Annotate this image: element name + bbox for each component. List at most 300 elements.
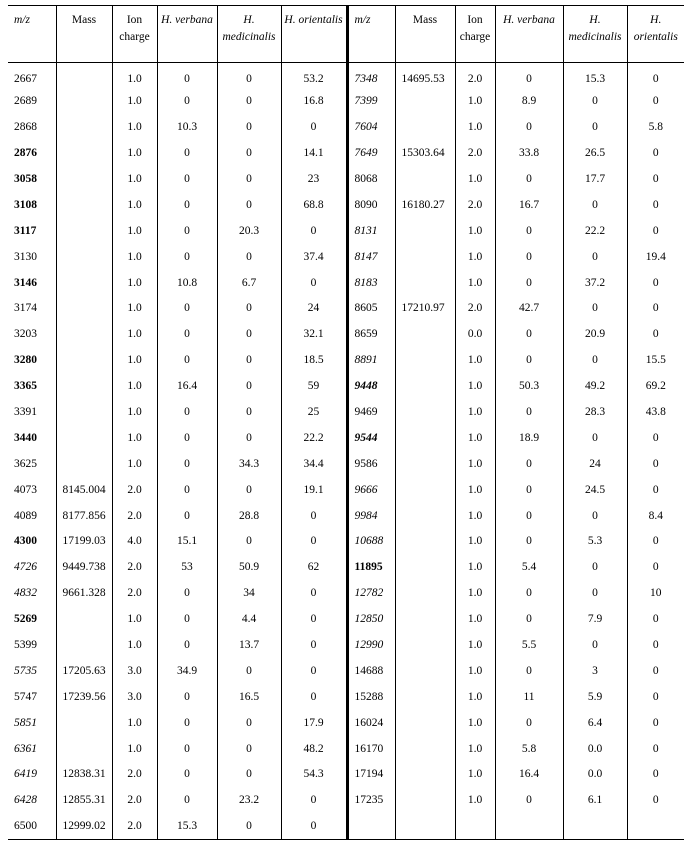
table-row: [8, 736, 684, 762]
left-verbana-cell: 0: [157, 606, 217, 632]
right-ion-charge-cell: 1.0: [455, 684, 495, 710]
right-orientalis-cell: 19.4: [645, 250, 666, 263]
right-orientalis-cell: 0: [652, 535, 659, 548]
left-mz-cell: 6419: [8, 762, 56, 788]
right-verbana-cell: 0: [495, 399, 563, 425]
header-mass-left: Mass: [56, 6, 112, 63]
left-orientalis-cell: 53.2: [281, 63, 347, 89]
right-medicinalis-cell: 6.4: [563, 710, 627, 736]
right-orientalis-cell: 0: [652, 457, 659, 470]
right-mass-cell: [395, 477, 455, 503]
right-mz-cell: 8659: [347, 321, 395, 347]
right-ion-charge-cell: 1.0: [455, 373, 495, 399]
right-mass-cell: 16180.27: [395, 192, 455, 218]
right-medicinalis-cell: 0: [563, 192, 627, 218]
right-medicinalis-cell: 15.3: [563, 63, 627, 89]
left-mz-cell: 3440: [8, 425, 56, 451]
right-mz-cell: 8131: [347, 218, 395, 244]
left-medicinalis-cell: 0: [217, 658, 281, 684]
left-verbana-cell: 10.3: [157, 114, 217, 140]
left-mass-cell: [56, 632, 112, 658]
left-verbana-cell: 0: [157, 451, 217, 477]
right-medicinalis-cell: 28.3: [563, 399, 627, 425]
right-verbana-cell: 0: [495, 347, 563, 373]
right-medicinalis-cell: 22.2: [563, 218, 627, 244]
right-medicinalis-cell: 37.2: [563, 270, 627, 296]
table-row: [8, 606, 684, 632]
table-row: [8, 88, 684, 114]
right-orientalis-cell: 0: [652, 561, 659, 574]
left-medicinalis-cell: 0: [217, 813, 281, 839]
left-orientalis-cell: 54.3: [281, 762, 347, 788]
right-ion-charge-cell: 2.0: [455, 140, 495, 166]
left-orientalis-cell: 0: [281, 658, 347, 684]
left-mz-cell: 4832: [8, 580, 56, 606]
table-row: [8, 270, 684, 296]
left-ion-charge-cell: 1.0: [112, 218, 157, 244]
right-mass-cell: [395, 114, 455, 140]
table-row: [8, 477, 684, 503]
left-orientalis-cell: 19.1: [281, 477, 347, 503]
right-orientalis-cell: 0: [652, 95, 659, 108]
right-verbana-cell: 5.8: [495, 736, 563, 762]
left-mass-cell: 8177.856: [56, 503, 112, 529]
left-orientalis-cell: 22.2: [281, 425, 347, 451]
left-verbana-cell: 0: [157, 684, 217, 710]
right-verbana-cell: 5.5: [495, 632, 563, 658]
right-orientalis-cell: 0: [652, 276, 659, 289]
left-mass-cell: 12999.02: [56, 813, 112, 839]
right-medicinalis-cell: 0: [563, 114, 627, 140]
left-mass-cell: [56, 399, 112, 425]
right-orientalis-cell: 0: [652, 768, 659, 781]
right-orientalis-cell: 0: [652, 328, 659, 341]
left-orientalis-cell: 0: [281, 270, 347, 296]
left-orientalis-cell: 23: [281, 166, 347, 192]
table-row: [8, 321, 684, 347]
left-orientalis-cell: 32.1: [281, 321, 347, 347]
right-ion-charge-cell: 1.0: [455, 787, 495, 813]
right-ion-charge-cell: 2.0: [455, 63, 495, 89]
header-medicinalis-right: H. medicinalis: [563, 6, 627, 63]
right-mass-cell: [395, 762, 455, 788]
left-ion-charge-cell: 2.0: [112, 813, 157, 839]
table-row: [8, 114, 684, 140]
left-verbana-cell: 15.3: [157, 813, 217, 839]
left-orientalis-cell: 59: [281, 373, 347, 399]
left-mass-cell: 12855.31: [56, 787, 112, 813]
left-ion-charge-cell: 1.0: [112, 114, 157, 140]
right-ion-charge-cell: 1.0: [455, 710, 495, 736]
right-orientalis-cell: 15.5: [645, 354, 666, 367]
left-ion-charge-cell: 1.0: [112, 736, 157, 762]
right-verbana-cell: 0: [495, 658, 563, 684]
table-row: [8, 554, 684, 580]
right-medicinalis-cell: 0: [563, 580, 627, 606]
right-mass-cell: [395, 787, 455, 813]
left-mass-cell: [56, 88, 112, 114]
left-mz-cell: 3280: [8, 347, 56, 373]
right-mz-cell: 8068: [347, 166, 395, 192]
left-ion-charge-cell: 1.0: [112, 632, 157, 658]
left-medicinalis-cell: 0: [217, 736, 281, 762]
table-row: [8, 529, 684, 555]
left-medicinalis-cell: 0: [217, 373, 281, 399]
left-medicinalis-cell: 6.7: [217, 270, 281, 296]
right-verbana-cell: 0: [495, 477, 563, 503]
right-mz-cell: 7604: [347, 114, 395, 140]
right-orientalis-cell: 0: [652, 613, 659, 626]
right-ion-charge-cell: 1.0: [455, 503, 495, 529]
left-verbana-cell: 0: [157, 218, 217, 244]
left-verbana-cell: 0: [157, 296, 217, 322]
right-ion-charge-cell: 1.0: [455, 399, 495, 425]
left-orientalis-cell: 0: [281, 813, 347, 839]
left-verbana-cell: 0: [157, 425, 217, 451]
left-medicinalis-cell: 34: [217, 580, 281, 606]
left-ion-charge-cell: 4.0: [112, 529, 157, 555]
right-orientalis-cell: 0: [652, 198, 659, 211]
left-mass-cell: [56, 140, 112, 166]
left-orientalis-cell: 16.8: [281, 88, 347, 114]
right-ion-charge-cell: 1.0: [455, 425, 495, 451]
right-mz-cell: 7649: [347, 140, 395, 166]
left-ion-charge-cell: 1.0: [112, 140, 157, 166]
left-verbana-cell: 10.8: [157, 270, 217, 296]
left-mz-cell: 3117: [8, 218, 56, 244]
left-medicinalis-cell: 0: [217, 114, 281, 140]
right-orientalis-cell: 0: [652, 690, 659, 703]
left-medicinalis-cell: 0: [217, 425, 281, 451]
left-orientalis-cell: 0: [281, 503, 347, 529]
right-mass-cell: [395, 554, 455, 580]
left-mz-cell: 6428: [8, 787, 56, 813]
right-mz-cell: 10688: [347, 529, 395, 555]
right-medicinalis-cell: 0: [563, 88, 627, 114]
right-medicinalis-cell: 0: [563, 425, 627, 451]
right-orientalis-cell: 0: [652, 431, 659, 444]
right-mz-cell: 15288: [347, 684, 395, 710]
right-ion-charge-cell: 1.0: [455, 554, 495, 580]
left-mass-cell: 17205.63: [56, 658, 112, 684]
right-verbana-cell: 11: [495, 684, 563, 710]
left-ion-charge-cell: 2.0: [112, 580, 157, 606]
left-ion-charge-cell: 2.0: [112, 554, 157, 580]
left-mass-cell: [56, 373, 112, 399]
left-ion-charge-cell: 3.0: [112, 658, 157, 684]
header-verbana-left: H. verbana: [157, 6, 217, 63]
left-medicinalis-cell: 0: [217, 347, 281, 373]
table-row: [8, 296, 684, 322]
left-orientalis-cell: 34.4: [281, 451, 347, 477]
table-row: [8, 451, 684, 477]
right-verbana-cell: 0: [495, 114, 563, 140]
right-orientalis-cell: 0: [652, 483, 659, 496]
table-row: [8, 347, 684, 373]
left-ion-charge-cell: 1.0: [112, 321, 157, 347]
header-ion-charge-right: Ion charge: [455, 6, 495, 63]
right-ion-charge-cell: 1.0: [455, 244, 495, 270]
left-medicinalis-cell: 0: [217, 710, 281, 736]
right-mz-cell: 9984: [347, 503, 395, 529]
right-mz-cell: [347, 813, 395, 839]
left-mz-cell: 4089: [8, 503, 56, 529]
right-mz-cell: 17194: [347, 762, 395, 788]
right-medicinalis-cell: 20.9: [563, 321, 627, 347]
right-orientalis-cell: 0: [652, 716, 659, 729]
right-mass-cell: [395, 218, 455, 244]
left-mass-cell: [56, 244, 112, 270]
left-ion-charge-cell: 3.0: [112, 684, 157, 710]
left-verbana-cell: 16.4: [157, 373, 217, 399]
right-verbana-cell: 0: [495, 529, 563, 555]
right-mass-cell: [395, 373, 455, 399]
right-mz-cell: 9448: [347, 373, 395, 399]
left-orientalis-cell: 37.4: [281, 244, 347, 270]
header-mz-right: m/z: [347, 6, 395, 63]
right-medicinalis-cell: 49.2: [563, 373, 627, 399]
left-ion-charge-cell: 1.0: [112, 63, 157, 89]
right-mz-cell: 9469: [347, 399, 395, 425]
left-mass-cell: 9661.328: [56, 580, 112, 606]
right-verbana-cell: 0: [495, 321, 563, 347]
left-medicinalis-cell: 0: [217, 762, 281, 788]
left-orientalis-cell: 14.1: [281, 140, 347, 166]
left-mass-cell: [56, 425, 112, 451]
right-medicinalis-cell: 3: [563, 658, 627, 684]
left-mz-cell: 6500: [8, 813, 56, 839]
left-ion-charge-cell: 1.0: [112, 373, 157, 399]
right-mz-cell: 9544: [347, 425, 395, 451]
left-orientalis-cell: 24: [281, 296, 347, 322]
left-ion-charge-cell: 1.0: [112, 399, 157, 425]
left-medicinalis-cell: 28.8: [217, 503, 281, 529]
left-medicinalis-cell: 16.5: [217, 684, 281, 710]
left-medicinalis-cell: 0: [217, 192, 281, 218]
left-mass-cell: 12838.31: [56, 762, 112, 788]
right-verbana-cell: 16.7: [495, 192, 563, 218]
left-orientalis-cell: 0: [281, 684, 347, 710]
left-mz-cell: 6361: [8, 736, 56, 762]
right-mass-cell: [395, 244, 455, 270]
table-row: [8, 632, 684, 658]
header-orientalis-left: H. orientalis: [281, 6, 347, 63]
left-verbana-cell: 0: [157, 477, 217, 503]
right-verbana-cell: 18.9: [495, 425, 563, 451]
right-medicinalis-cell: 24.5: [563, 477, 627, 503]
right-orientalis-cell: 0: [652, 302, 659, 315]
table-row: [8, 503, 684, 529]
left-medicinalis-cell: 0: [217, 529, 281, 555]
right-mass-cell: [395, 270, 455, 296]
right-medicinalis-cell: 26.5: [563, 140, 627, 166]
left-mz-cell: 3130: [8, 244, 56, 270]
right-mz-cell: 12850: [347, 606, 395, 632]
right-medicinalis-cell: 0: [563, 347, 627, 373]
right-ion-charge-cell: 1.0: [455, 270, 495, 296]
left-orientalis-cell: 0: [281, 787, 347, 813]
right-mass-cell: [395, 321, 455, 347]
right-verbana-cell: 0: [495, 451, 563, 477]
right-mass-cell: 14695.53: [395, 63, 455, 89]
left-mz-cell: 3203: [8, 321, 56, 347]
right-medicinalis-cell: 24: [563, 451, 627, 477]
left-verbana-cell: 0: [157, 399, 217, 425]
table-row: [8, 140, 684, 166]
right-medicinalis-cell: 0: [563, 503, 627, 529]
left-ion-charge-cell: 1.0: [112, 166, 157, 192]
left-medicinalis-cell: 13.7: [217, 632, 281, 658]
left-medicinalis-cell: 50.9: [217, 554, 281, 580]
right-ion-charge-cell: 2.0: [455, 192, 495, 218]
left-verbana-cell: 0: [157, 736, 217, 762]
right-orientalis-cell: [627, 813, 684, 839]
left-mz-cell: 4726: [8, 554, 56, 580]
left-verbana-cell: 53: [157, 554, 217, 580]
header-mz-left: m/z: [8, 6, 56, 63]
left-mz-cell: 3365: [8, 373, 56, 399]
right-mass-cell: [395, 451, 455, 477]
left-mz-cell: 3174: [8, 296, 56, 322]
right-verbana-cell: 0: [495, 710, 563, 736]
right-verbana-cell: 50.3: [495, 373, 563, 399]
left-medicinalis-cell: 0: [217, 244, 281, 270]
left-orientalis-cell: 0: [281, 606, 347, 632]
right-orientalis-cell: 0: [652, 742, 659, 755]
right-ion-charge-cell: 1.0: [455, 736, 495, 762]
right-verbana-cell: 16.4: [495, 762, 563, 788]
left-ion-charge-cell: 1.0: [112, 296, 157, 322]
left-verbana-cell: 0: [157, 166, 217, 192]
right-mass-cell: [395, 684, 455, 710]
left-ion-charge-cell: 1.0: [112, 451, 157, 477]
right-orientalis-cell: 0: [652, 72, 659, 85]
left-verbana-cell: 0: [157, 762, 217, 788]
table-row: [8, 192, 684, 218]
right-ion-charge-cell: 1.0: [455, 218, 495, 244]
left-orientalis-cell: 62: [281, 554, 347, 580]
right-mz-cell: 8183: [347, 270, 395, 296]
right-verbana-cell: 33.8: [495, 140, 563, 166]
table-row: [8, 425, 684, 451]
left-mass-cell: [56, 114, 112, 140]
right-mz-cell: 8147: [347, 244, 395, 270]
header-orientalis-right: H. orientalis: [633, 14, 678, 43]
right-verbana-cell: 0: [495, 270, 563, 296]
right-verbana-cell: 8.9: [495, 88, 563, 114]
left-verbana-cell: 34.9: [157, 658, 217, 684]
right-orientalis-cell: 69.2: [645, 380, 666, 393]
left-ion-charge-cell: 1.0: [112, 606, 157, 632]
right-orientalis-cell: 8.4: [648, 509, 663, 522]
right-orientalis-cell: 0: [652, 794, 659, 807]
right-verbana-cell: 0: [495, 787, 563, 813]
left-medicinalis-cell: 0: [217, 88, 281, 114]
right-ion-charge-cell: 1.0: [455, 632, 495, 658]
left-mz-cell: 2689: [8, 88, 56, 114]
left-orientalis-cell: 48.2: [281, 736, 347, 762]
right-orientalis-cell: 0: [652, 173, 659, 185]
right-orientalis-cell: 10: [650, 587, 662, 600]
header-row: [8, 6, 684, 63]
table-row: [8, 787, 684, 813]
right-ion-charge-cell: 1.0: [455, 477, 495, 503]
left-ion-charge-cell: 1.0: [112, 425, 157, 451]
right-mz-cell: 17235: [347, 787, 395, 813]
left-orientalis-cell: 17.9: [281, 710, 347, 736]
left-medicinalis-cell: 23.2: [217, 787, 281, 813]
right-verbana-cell: 0: [495, 580, 563, 606]
left-mass-cell: [56, 218, 112, 244]
table-row: [8, 684, 684, 710]
table-row: [8, 580, 684, 606]
right-orientalis-cell: 0: [652, 147, 659, 160]
right-ion-charge-cell: 1.0: [455, 88, 495, 114]
left-mass-cell: [56, 321, 112, 347]
left-ion-charge-cell: 2.0: [112, 762, 157, 788]
right-ion-charge-cell: 1.0: [455, 166, 495, 192]
right-medicinalis-cell: 0: [563, 244, 627, 270]
left-verbana-cell: 15.1: [157, 529, 217, 555]
table-body: [8, 63, 684, 840]
right-medicinalis-cell: 0.0: [563, 736, 627, 762]
table-row: [8, 399, 684, 425]
right-medicinalis-cell: 5.3: [563, 529, 627, 555]
left-ion-charge-cell: 1.0: [112, 192, 157, 218]
right-verbana-cell: 0: [495, 63, 563, 89]
right-mass-cell: [395, 813, 455, 839]
left-mz-cell: 5851: [8, 710, 56, 736]
left-medicinalis-cell: 0: [217, 63, 281, 89]
left-verbana-cell: 0: [157, 88, 217, 114]
left-ion-charge-cell: 1.0: [112, 88, 157, 114]
left-medicinalis-cell: 20.3: [217, 218, 281, 244]
left-medicinalis-cell: 0: [217, 399, 281, 425]
left-verbana-cell: 0: [157, 347, 217, 373]
left-orientalis-cell: 0: [281, 632, 347, 658]
left-verbana-cell: 0: [157, 192, 217, 218]
right-mz-cell: 14688: [347, 658, 395, 684]
header-ion-charge-left: Ion charge: [112, 6, 157, 63]
left-orientalis-cell: 68.8: [281, 192, 347, 218]
right-verbana-cell: 0: [495, 503, 563, 529]
right-mass-cell: [395, 529, 455, 555]
left-orientalis-cell: 0: [281, 529, 347, 555]
right-medicinalis-cell: 0: [563, 554, 627, 580]
left-mass-cell: [56, 451, 112, 477]
right-mz-cell: 7348: [347, 63, 395, 89]
left-mass-cell: [56, 606, 112, 632]
left-mz-cell: 4300: [8, 529, 56, 555]
left-orientalis-cell: 0: [281, 114, 347, 140]
table-row: [8, 373, 684, 399]
left-mz-cell: 2876: [8, 140, 56, 166]
left-mz-cell: 2868: [8, 114, 56, 140]
left-orientalis-cell: 25: [281, 399, 347, 425]
right-ion-charge-cell: 1.0: [455, 451, 495, 477]
right-mass-cell: [395, 88, 455, 114]
right-medicinalis-cell: 7.9: [563, 606, 627, 632]
left-mz-cell: 5269: [8, 606, 56, 632]
left-medicinalis-cell: 0: [217, 296, 281, 322]
right-ion-charge-cell: 0.0: [455, 321, 495, 347]
right-ion-charge-cell: 1.0: [455, 114, 495, 140]
left-verbana-cell: 0: [157, 632, 217, 658]
left-mass-cell: [56, 192, 112, 218]
right-verbana-cell: 0: [495, 218, 563, 244]
left-medicinalis-cell: 34.3: [217, 451, 281, 477]
left-mass-cell: [56, 270, 112, 296]
